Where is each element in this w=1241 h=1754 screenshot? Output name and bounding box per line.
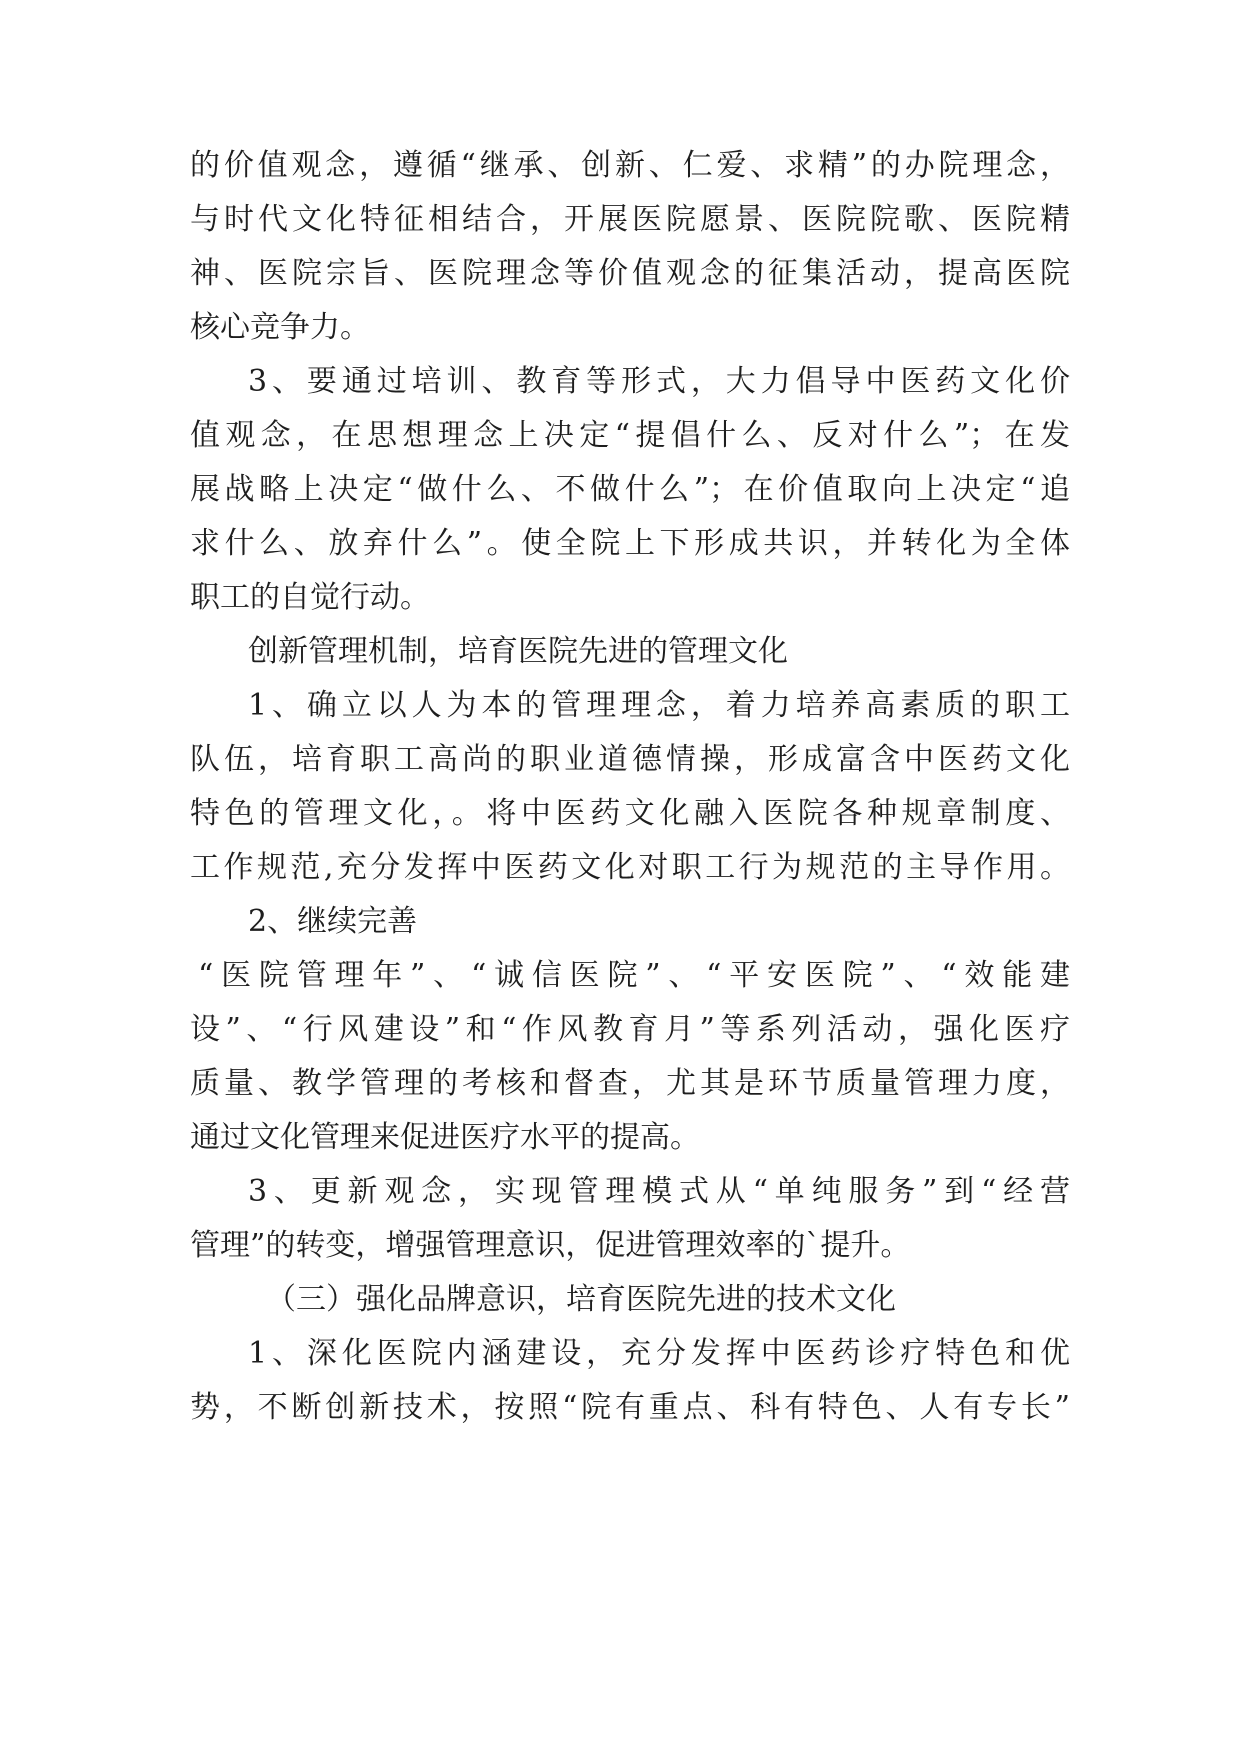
paragraph-start-line: 3、更新观念，实现管理模式从“单纯服务”到“经营 [248,1174,1070,1209]
text-line: 的价值观念，遵循“继承、创新、仁爱、求精”的办院理念， [190,148,1070,183]
text-line: 特色的管理文化，。将中医药文化融入医院各种规章制度、 [190,796,1070,831]
text-line: 工作规范,充分发挥中医药文化对职工行为规范的主导作用。 [190,850,1070,885]
section-heading: 创新管理机制，培育医院先进的管理文化 [248,634,788,669]
text-line: 通过文化管理来促进医疗水平的提高。 [190,1120,700,1155]
text-line: 展战略上决定“做什么、不做什么”；在价值取向上决定“追 [190,472,1070,507]
text-line: 核心竞争力。 [190,310,370,345]
text-line: 求什么、放弃什么”。使全院上下形成共识，并转化为全体 [190,526,1070,561]
text-line: 质量、教学管理的考核和督查，尤其是环节质量管理力度， [190,1066,1070,1101]
paragraph-start-line: 1、确立以人为本的管理理念，着力培养高素质的职工 [248,688,1070,723]
text-line: 势，不断创新技术，按照“院有重点、科有特色、人有专长” [190,1390,1070,1425]
text-line: 队伍，培育职工高尚的职业道德情操，形成富含中医药文化 [190,742,1070,777]
text-line: 与时代文化特征相结合，开展医院愿景、医院院歌、医院精 [190,202,1070,237]
paragraph-start-line: 2、继续完善 [248,904,418,939]
text-line: 值观念，在思想理念上决定“提倡什么、反对什么”；在发 [190,418,1070,453]
text-line: 设”、“行风建设”和“作风教育月”等系列活动，强化医疗 [190,1012,1070,1047]
paragraph-start-line: 1、深化医院内涵建设，充分发挥中医药诊疗特色和优 [248,1336,1070,1371]
text-line: “医院管理年”、“诚信医院”、“平安医院”、“效能建 [198,958,1070,993]
section-heading: （三）强化品牌意识，培育医院先进的技术文化 [266,1282,896,1317]
text-line: 职工的自觉行动。 [190,580,430,615]
paragraph-start-line: 3、要通过培训、教育等形式，大力倡导中医药文化价 [248,364,1070,399]
text-line: 神、医院宗旨、医院理念等价值观念的征集活动，提高医院 [190,256,1070,291]
text-line: 管理”的转变，增强管理意识，促进管理效率的`提升。 [190,1228,911,1263]
